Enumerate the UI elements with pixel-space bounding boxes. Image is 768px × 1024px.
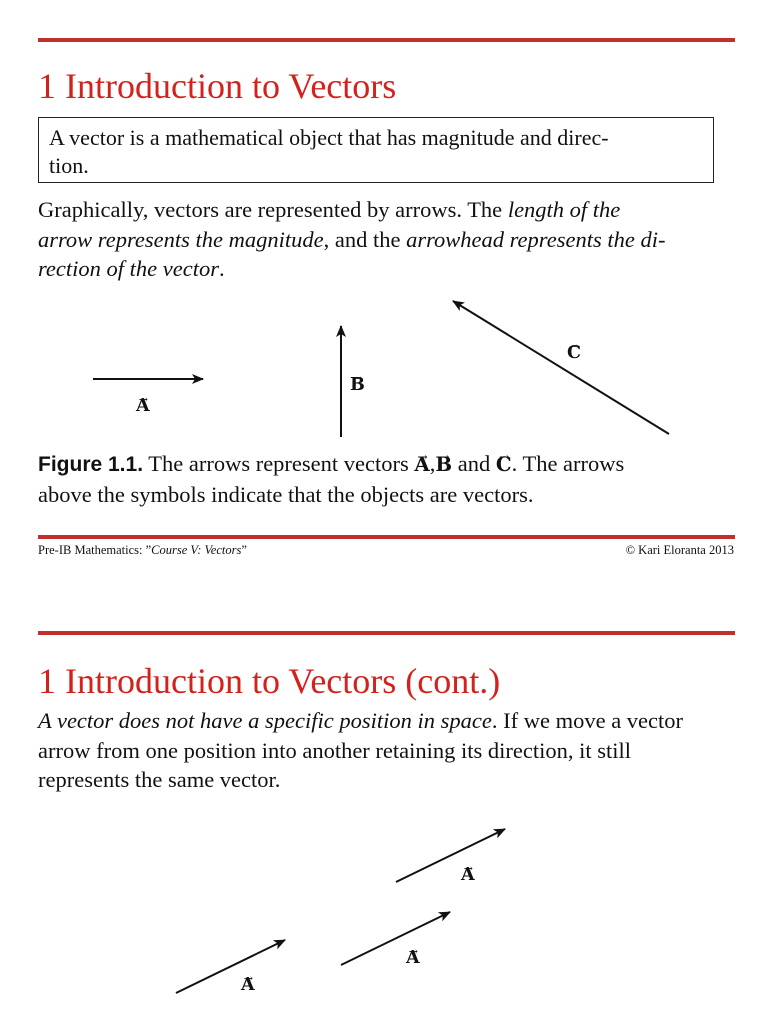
emphasis: length of the <box>507 197 621 222</box>
emphasis: arrowhead represents the di- <box>406 226 666 252</box>
vector-a-label-middle <box>406 944 420 970</box>
text: and <box>452 451 496 476</box>
vector-symbol: → A <box>414 450 429 480</box>
text: ” <box>241 543 247 557</box>
text: Graphically, vectors are represented by arrows. The <box>38 197 508 222</box>
vector-symbol: → C <box>567 341 581 365</box>
vector-a-arrow-middle <box>341 912 450 965</box>
vector-symbol: → A <box>461 863 475 887</box>
emphasis: A vector does not have a specific position in space <box>38 708 492 733</box>
footer-right: © Kari Eloranta 2013 <box>625 543 734 557</box>
vector-a-label-bottom <box>241 971 255 997</box>
text: . <box>218 256 225 281</box>
vector-symbol: → A <box>241 973 255 997</box>
text: . If we move a vector <box>491 708 684 733</box>
vector-a-arrow-bottom <box>176 940 285 993</box>
definition-line-1: A vector is a mathematical object that has magnitude and direc- <box>49 125 609 150</box>
emphasis: arrow represents the magnitude <box>38 226 324 252</box>
vector-symbol: → A <box>406 946 420 970</box>
text: , <box>429 451 436 476</box>
text: . The arrows <box>511 451 625 476</box>
caption-line: above the symbols indicate that the objects are vectors. <box>38 481 534 507</box>
vector-symbol: → B <box>435 450 452 480</box>
text: Pre-IB Mathematics: ” <box>38 543 152 557</box>
vector-a-arrow-top <box>396 829 505 882</box>
vector-symbol: → C <box>496 450 512 480</box>
definition-line-2: tion. <box>49 153 89 178</box>
paragraph-line: represents the same vector. <box>38 767 281 792</box>
text: , and the <box>323 226 407 252</box>
vector-symbol: → B <box>350 373 365 397</box>
vector-a-label-top <box>461 861 475 887</box>
slide-title: 1 Introduction to Vectors (cont.) <box>38 661 501 701</box>
course-name: Course V: Vectors <box>151 543 242 557</box>
vector-symbol: → A <box>136 394 150 418</box>
slide-title: 1 Introduction to Vectors <box>38 66 397 106</box>
paragraph-line: arrow from one position into another retaining its direction, it still <box>38 737 632 763</box>
text: The arrows represent vectors <box>143 451 415 476</box>
emphasis: rection of the vector <box>38 256 219 281</box>
figure-label: Figure 1.1. <box>38 453 144 476</box>
